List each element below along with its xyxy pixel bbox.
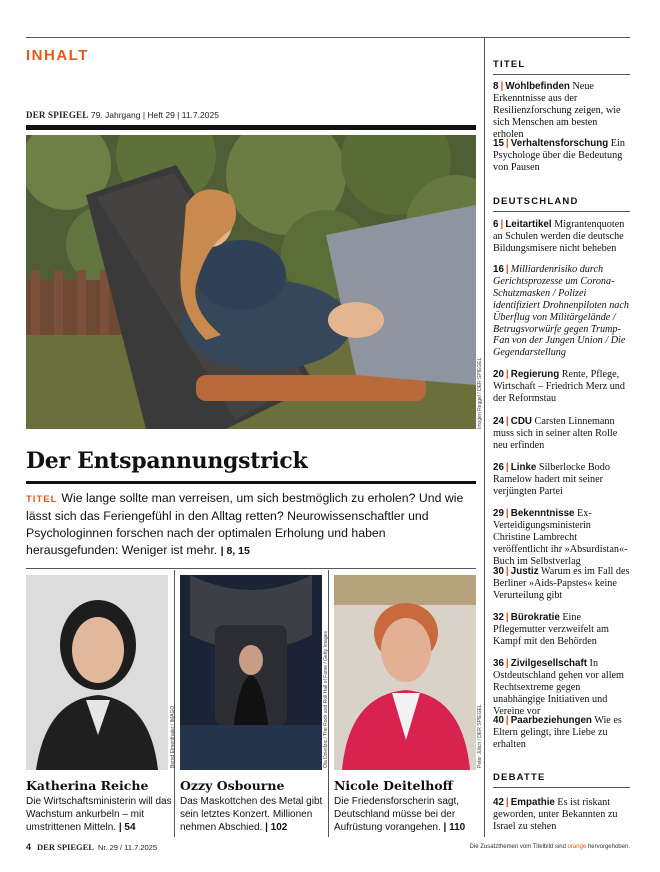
footer-issue: Nr. 29 / 11.7.2025 xyxy=(97,843,158,852)
toc-entry[interactable]: 26 | Linke Silberlocke Bodo Ramelow hadert mit seiner verjüngten Partei xyxy=(493,462,610,497)
footer-brand: DER SPIEGEL xyxy=(37,842,94,852)
person-photo-credit: Ola Dziedzic / The Rock and Roll Hall of Fame / Getty Images xyxy=(323,631,329,768)
person-photo-credit: Peter Jülich / DER SPIEGEL xyxy=(477,704,483,768)
masthead-details: 79. Jahrgang | Heft 29 | 11.7.2025 xyxy=(90,110,219,120)
sidebar-section-debatte: DEBATTE xyxy=(493,772,630,788)
page-number: 4 xyxy=(26,842,32,852)
sidebar-section-titel: TITEL xyxy=(493,59,630,75)
toc-entry[interactable]: 40 | Paarbeziehungen Wie es Eltern gelingt, ihre Liebe zu erhalten xyxy=(493,715,622,750)
hero-illustration xyxy=(26,135,476,429)
issue-rule xyxy=(26,125,476,130)
toc-entry[interactable]: 24 | CDU Carsten Linnemann muss sich in seiner alten Rolle neu erfinden xyxy=(493,416,618,451)
teaser-tag: TITEL xyxy=(26,494,58,505)
persons-rule xyxy=(26,568,476,569)
person-description: Das Maskottchen des Metal gibt sein letztes Konzert. Millionen nehmen Abschied. | 102 xyxy=(180,796,323,833)
toc-entry[interactable]: 42 | Empathie Es ist riskant geworden, unter Bekannten zu Israel zu stehen xyxy=(493,797,618,832)
person-page-ref[interactable]: | 110 xyxy=(443,822,466,833)
toc-entry[interactable]: 6 | Leitartikel Migrantenquoten an Schulen werden die deutsche Bildungsmisere nicht beheben xyxy=(493,219,625,254)
column-separator xyxy=(484,37,485,837)
headline-rule xyxy=(26,481,476,484)
person-name[interactable]: Ozzy Osbourne xyxy=(180,778,285,793)
person-photo-reiche[interactable] xyxy=(26,575,168,770)
person-name[interactable]: Katherina Reiche xyxy=(26,778,149,793)
toc-entry[interactable]: 15 | Verhaltensforschung Ein Psychologe über die Bedeutung von Pausen xyxy=(493,138,625,173)
person-page-ref[interactable]: | 102 xyxy=(265,822,288,833)
masthead-brand: DER SPIEGEL xyxy=(26,110,89,120)
footer-note: Die Zusatzthemen vom Titelbild sind orange hervorgehoben. xyxy=(469,844,630,850)
sidebar-section-deutschland: DEUTSCHLAND xyxy=(493,196,630,212)
toc-entry[interactable]: 29 | Bekenntnisse Ex-Verteidigungsministerin Christine Lambrecht veröffentlicht ihr »Absurdistan«-Buch im Selbstverlag xyxy=(493,508,628,567)
top-rule xyxy=(26,37,630,38)
cover-headline[interactable]: Der Entspannungstrick xyxy=(26,448,308,474)
toc-entry[interactable]: 16 | Milliardenrisiko durch Gerichtsprozesse um Corona-Schutzmasken / Polizei identifiziert Drohnenpiloten nach Überflug von Militärgelände / Betrugsvorwürfe gegen Trump-Fan von der Jungen Union / Die Gegendarstellung xyxy=(493,264,630,359)
person-description: Die Wirtschaftsministerin will das Wachstum ankurbeln – mit umstrittenen Mitteln. | 54 xyxy=(26,796,172,833)
person-photo-deitelhoff[interactable] xyxy=(334,575,476,770)
toc-entry[interactable]: 32 | Bürokratie Eine Pflegemutter verzweifelt am Kampf mit den Behörden xyxy=(493,612,609,647)
page-footer xyxy=(26,842,630,852)
cover-teaser xyxy=(26,490,478,560)
section-label: INHALT xyxy=(26,47,89,64)
toc-entry[interactable]: 30 | Justiz Warum es im Fall des Berliner »Aids-Papstes« keine Verurteilung gibt xyxy=(493,566,630,601)
issue-line xyxy=(26,110,219,120)
teaser-text: Wie lange sollte man verreisen, um sich bestmöglich zu erholen? Und wie lässt sich das Feriengefühl in den Alltag retten? Neurowissenschaftler und Psychologinnen forschen nach der optimalen Erholung und haben herausgefunden: Weniger ist mehr. xyxy=(26,491,464,557)
person-name[interactable]: Nicole Deitelhoff xyxy=(334,778,453,793)
person-photo-osbourne[interactable] xyxy=(180,575,322,770)
hero-photo[interactable] xyxy=(26,135,476,429)
toc-entry[interactable]: 20 | Regierung Rente, Pflege, Wirtschaft – Friedrich Merz und der Reformstau xyxy=(493,369,625,404)
hero-photo-credit: Imogen Reggel / DER SPIEGEL xyxy=(477,357,483,429)
teaser-page-ref[interactable]: | 8, 15 xyxy=(220,545,250,557)
toc-entry[interactable]: 36 | Zivilgesellschaft In Ostdeutschland gehen vor allem Rechtsextreme gegen unabhängige Initiativen und Vereine vor xyxy=(493,658,624,717)
person-photo-credit: Bernd Elmenthaler / IMAGO xyxy=(170,705,176,768)
person-page-ref[interactable]: | 54 xyxy=(118,822,136,833)
person-description: Die Friedensforscherin sagt, Deutschland müsse bei der Aufrüstung vorangehen. | 110 xyxy=(334,796,466,833)
toc-entry[interactable]: 8 | Wohlbefinden Neue Erkenntnisse aus der Resilienzforschung zeigen, wie sich Menschen am besten erholen xyxy=(493,81,621,140)
